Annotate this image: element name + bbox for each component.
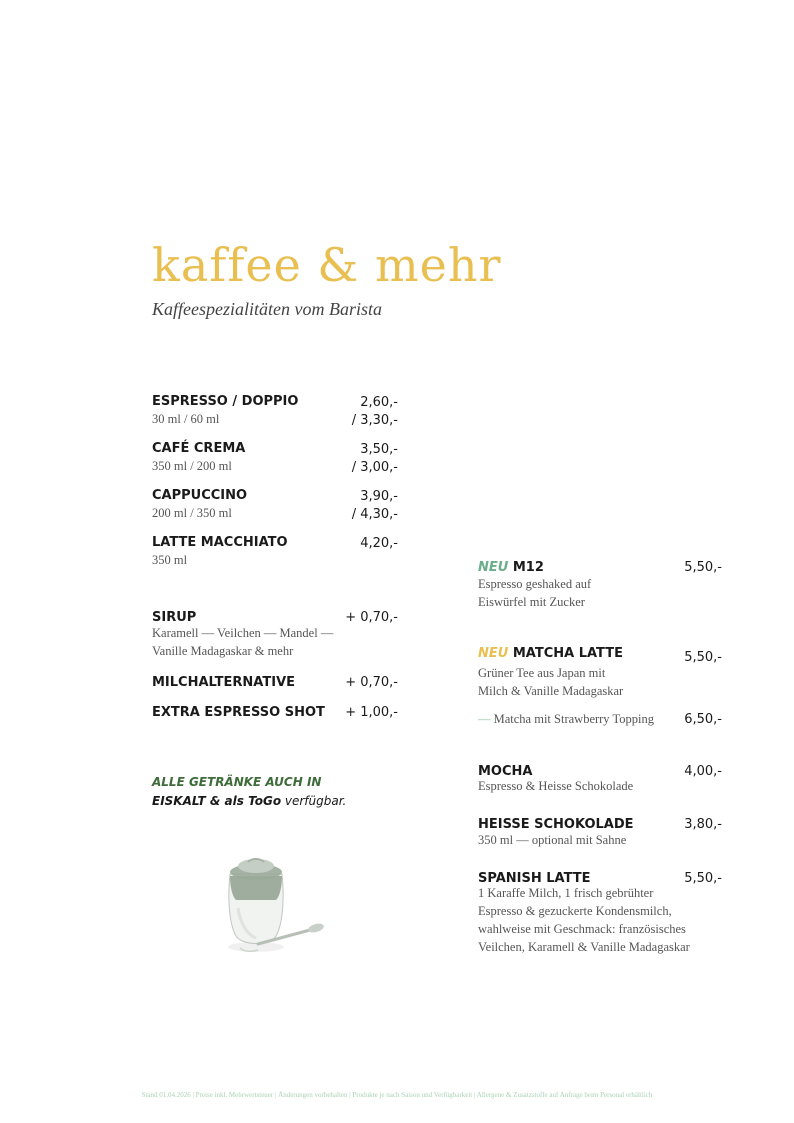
extra-sirup-desc-1: Karamell — Veilchen — Mandel —	[152, 626, 334, 640]
item-latte-macchiato-desc: 350 ml	[152, 553, 188, 567]
item-mocha-desc: Espresso & Heisse Schokolade	[478, 779, 634, 793]
item-heisse-schokolade-price: 3,80,-	[684, 817, 722, 832]
item-mocha-price: 4,00,-	[684, 764, 722, 779]
extra-espresso-shot-name: EXTRA ESPRESSO SHOT	[152, 705, 325, 720]
item-cappuccino-price-1: 3,90,-	[360, 489, 398, 504]
item-cappuccino-name: CAPPUCCINO	[152, 488, 248, 503]
extra-milchalternative-name: MILCHALTERNATIVE	[152, 675, 296, 690]
item-m12-title: M12	[512, 560, 544, 575]
item-matcha-desc-1: Grüner Tee aus Japan mit	[478, 666, 606, 680]
item-heisse-schokolade-name: HEISSE SCHOKOLADE	[478, 817, 634, 832]
item-cappuccino-price	[330, 488, 398, 524]
item-latte-macchiato-name: LATTE MACCHIATO	[152, 535, 288, 550]
item-heisse-schokolade-desc: 350 ml — optional mit Sahne	[478, 833, 627, 847]
item-cafe-crema-price	[330, 441, 398, 477]
neu-badge-m12: NEU	[478, 560, 509, 575]
item-matcha-price: 5,50,-	[684, 650, 722, 665]
item-espresso-price-1: 2,60,-	[360, 395, 398, 410]
note-line-2-rest: verfügbar.	[281, 794, 347, 808]
item-cafe-crema-price-1: 3,50,-	[360, 442, 398, 457]
item-matcha-variant-text: Matcha mit Strawberry Topping	[493, 712, 654, 726]
extra-sirup-name: SIRUP	[152, 610, 197, 625]
item-m12-price: 5,50,-	[684, 560, 722, 575]
item-matcha-variant	[478, 710, 654, 728]
item-m12-name	[478, 560, 544, 575]
item-espresso-desc: 30 ml / 60 ml	[152, 412, 220, 426]
extra-sirup-desc-2: Vanille Madagaskar & mehr	[152, 644, 294, 658]
item-cafe-crema-desc: 350 ml / 200 ml	[152, 459, 232, 473]
item-spanish-latte-price: 5,50,-	[684, 871, 722, 886]
item-matcha-variant-price: 6,50,-	[684, 712, 722, 727]
item-cappuccino-desc: 200 ml / 350 ml	[152, 506, 232, 520]
item-mocha-name: MOCHA	[478, 764, 533, 779]
item-cafe-crema-name: CAFÉ CREMA	[152, 441, 246, 456]
note-line-2-bold: EISKALT & als ToGo	[152, 794, 282, 808]
item-espresso-price-2: / 3,30,-	[351, 413, 398, 428]
item-matcha-title: MATCHA LATTE	[512, 646, 623, 661]
item-espresso-price	[330, 394, 398, 430]
page-subtitle: Kaffeespezialitäten vom Barista	[152, 299, 382, 319]
item-espresso-name: ESPRESSO / DOPPIO	[152, 394, 299, 409]
neu-badge-matcha: NEU	[478, 646, 509, 661]
item-spanish-latte-desc-2: Espresso & gezuckerte Kondensmilch,	[478, 904, 672, 918]
item-spanish-latte-desc-1: 1 Karaffe Milch, 1 frisch gebrühter	[478, 886, 654, 900]
item-spanish-latte-desc-4: Veilchen, Karamell & Vanille Madagaskar	[478, 940, 690, 954]
footer-legal-text: Stand 01.04.2026 | Preise inkl. Mehrwertsteuer | Änderungen vorbehalten | Produkte je nach Saison und Verfügbarkeit | Allergene & Zusatzstoffe auf Anfrage beim Personal erhältlich	[141, 1091, 653, 1099]
item-latte-macchiato-price: 4,20,-	[360, 536, 398, 551]
item-cappuccino-price-2: / 4,30,-	[351, 507, 398, 522]
note-line-2	[152, 794, 346, 808]
note-line-1: ALLE GETRÄNKE AUCH IN	[152, 775, 322, 789]
item-matcha-name	[478, 646, 623, 661]
item-cafe-crema-price-2: / 3,00,-	[351, 460, 398, 475]
extra-espresso-shot-price: + 1,00,-	[345, 705, 398, 720]
extra-sirup-price: + 0,70,-	[345, 610, 398, 625]
extra-milchalternative-price: + 0,70,-	[345, 675, 398, 690]
page-title: kaffee & mehr	[152, 238, 502, 292]
item-m12-desc-1: Espresso geshaked auf	[478, 577, 592, 591]
item-spanish-latte-name: SPANISH LATTE	[478, 871, 591, 886]
coffee-glass-spoon-illustration	[218, 852, 328, 957]
variant-dash: —	[478, 712, 491, 726]
item-spanish-latte-desc-3: wahlweise mit Geschmack: französisches	[478, 922, 686, 936]
item-m12-desc-2: Eiswürfel mit Zucker	[478, 595, 585, 609]
item-matcha-desc-2: Milch & Vanille Madagaskar	[478, 684, 624, 698]
